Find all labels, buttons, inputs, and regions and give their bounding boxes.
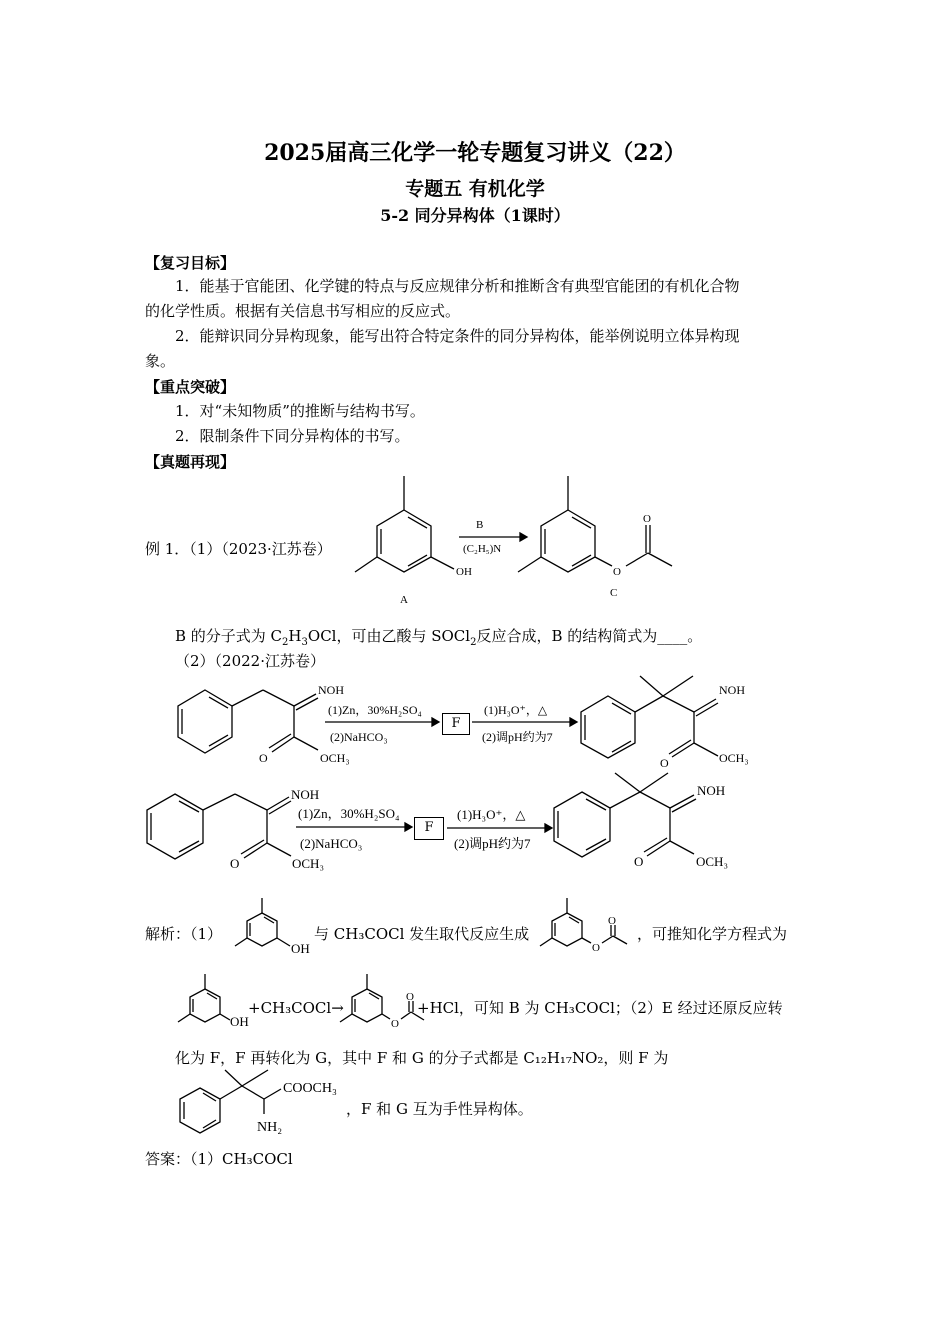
o-label-small-1: O [592,942,600,954]
step1-reagent-bottom-2: (2)NaHCO₃ [300,836,363,851]
o-label-small-4: O [406,991,414,1003]
reagent-b: B [476,519,484,531]
key-item-1: 1．对“未知物质”的推断与结构书写。 [175,402,425,420]
intermediate-f-box-2: F [414,817,444,840]
step1-reagent-top-1: (1)Zn，30%H₂SO₄ [328,703,422,717]
noh-label-3: NOH [291,787,320,802]
small-molecule-a-1 [235,898,290,946]
o-label-3: O [230,856,240,871]
noh-label-4: NOH [697,783,726,798]
topic-title: 专题五 有机化学 [405,178,545,200]
answer-text: 答案：（1）CH₃COCl [145,1150,293,1168]
o-label-1: O [259,751,268,765]
reagent-base: (C₂H₅)N [463,543,502,555]
o-label-c-carbonyl: O [643,513,651,525]
step2-reagent-bottom-1: (2)调pH约为7 [482,730,553,744]
och3-label-3: OCH₃ [292,856,324,871]
nh2-label: NH₂ [257,1120,283,1135]
question-1-text: B 的分子式为 $C_2H_3OCl$，可由乙酸与 SOCl$_2$反应合成，B 的结构简式为____。 [175,627,703,648]
analysis-label: 解析：（1） [145,925,223,943]
exam-heading: 【真题再现】 [145,453,236,471]
question-2-label: （2）（2022·江苏卷） [175,652,325,670]
lesson-title: 5-2 同分异构体（1课时） [380,206,570,225]
example-1-label: 例 1．（1）（2023·江苏卷） [145,540,332,558]
o-label-2: O [660,756,669,770]
och3-label-1: OCH₃ [320,751,350,765]
small-molecule-a-2 [178,974,230,1022]
goal-1-line1: 1．能基于官能团、化学键的特点与反应规律分析和推断含有典型官能团的有机化合物 [175,277,740,295]
och3-label-2: OCH₃ [719,751,749,765]
intermediate-f-box-1: F [442,713,470,735]
cooch3-label: COOCH₃ [283,1081,337,1096]
o-label-4: O [634,854,644,869]
analysis-text-2: ，可推知化学方程式为 [637,925,788,943]
label-c: C [610,587,618,599]
step2-reagent-top-1: (1)H₃O⁺，△ [484,703,548,717]
label-a: A [400,594,408,606]
key-item-2: 2．限制条件下同分异构体的书写。 [175,427,410,445]
key-heading: 【重点突破】 [145,378,236,396]
analysis-text-1: 与 CH₃COCl 发生取代反应生成 [314,925,530,943]
step1-reagent-top-2: (1)Zn，30%H₂SO₄ [298,806,400,821]
o-label-small-3: O [391,1018,399,1030]
goal-2-line1: 2．能辩识同分异构现象，能写出符合特定条件的同分异构体，能举例说明立体异构现 [175,327,740,345]
page-title: 2025届高三化学一轮专题复习讲义（22） [264,140,686,166]
goal-2-line2: 象。 [145,352,176,370]
analysis-text-3: +HCl，可知 B 为 CH₃COCl；（2）E 经过还原反应转 [417,999,783,1017]
step1-reagent-bottom-1: (2)NaHCO₃ [330,730,388,744]
analysis-reagent: +CH₃COCl→ [248,999,344,1017]
analysis-text-5: ，F 和 G 互为手性异构体。 [346,1100,533,1118]
oh-label-a: OH [456,566,472,578]
oh-label-small-1: OH [291,941,310,956]
step2-reagent-bottom-2: (2)调pH约为7 [454,836,531,851]
analysis-text-4: 化为 F，F 再转化为 G，其中 F 和 G 的分子式都是 C₁₂H₁₇NO₂，则 F 为 [175,1049,669,1067]
noh-label-1: NOH [318,683,344,697]
goal-1-line2: 的化学性质。根据有关信息书写相应的反应式。 [145,302,461,320]
noh-label-2: NOH [719,683,745,697]
o-label-c-ester: O [613,566,621,578]
o-label-small-2: O [608,915,616,927]
oh-label-small-2: OH [230,1014,249,1029]
och3-label-4: OCH₃ [696,854,728,869]
goals-heading: 【复习目标】 [145,254,236,272]
step2-reagent-top-2: (1)H₃O⁺，△ [457,807,526,822]
